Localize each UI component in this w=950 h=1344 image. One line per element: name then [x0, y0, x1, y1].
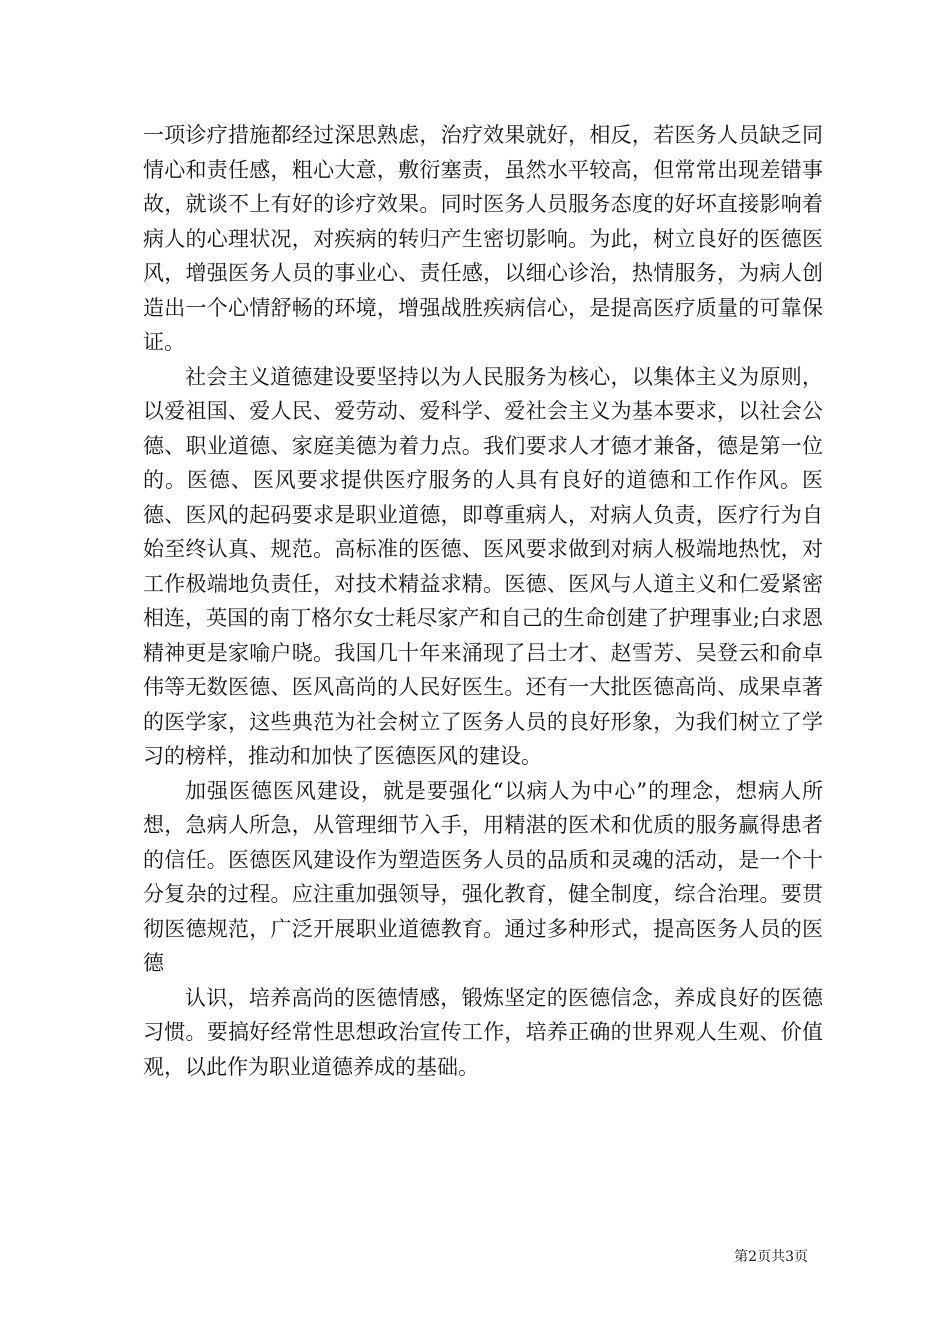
paragraph-3: 加强医德医风建设，就是要强化“以病人为中心”的理念，想病人所想，急病人所急，从管理细节入手，用精湛的医术和优质的服务赢得患者的信任。医德医风建设作为塑造医务人员的品质和灵魂的活动，是一个十分复杂的过程。应注重加强领导，强化教育，健全制度，综合治理。要贯彻医德规范，广泛开展职业道德教育。通过多种形式，提高医务人员的医德 — [143, 778, 823, 975]
paragraph-1: 一项诊疗措施都经过深思熟虑，治疗效果就好，相反，若医务人员缺乏同情心和责任感，粗心大意，敷衍塞责，虽然水平较高，但常常出现差错事故，就谈不上有好的诊疗效果。同时医务人员服务态度的好坏直接影响着病人的心理状况，对疾病的转归产生密切影响。为此，树立良好的医德医风，增强医务人员的事业心、责任感，以细心诊治，热情服务，为病人创造出一个心情舒畅的环境，增强战胜疾病信心，是提高医疗质量的可靠保证。 — [143, 123, 823, 354]
paragraph-4: 认识，培养高尚的医德情感，锻炼坚定的医德信念，养成良好的医德习惯。要搞好经常性思想政治宣传工作，培养正确的世界观人生观、价值观，以此作为职业道德养成的基础。 — [143, 985, 823, 1079]
paragraph-2: 社会主义道德建设要坚持以为人民服务为核心，以集体主义为原则，以爱祖国、爱人民、爱劳动、爱科学、爱社会主义为基本要求，以社会公德、职业道德、家庭美德为着力点。我们要求人才德才兼备，德是第一位的。医德、医风要求提供医疗服务的人具有良好的道德和工作作风。医德、医风的起码要求是职业道德，即尊重病人，对病人负责，医疗行为自始至终认真、规范。高标准的医德、医风要求做到对病人极端地热忱，对工作极端地负责任，对技术精益求精。医德、医风与人道主义和仁爱紧密相连，英国的南丁格尔女士耗尽家产和自己的生命创建了护理事业;白求恩精神更是家喻户晓。我国几十年来涌现了吕士才、赵雪芳、吴登云和俞卓伟等无数医德、医风高尚的人民好医生。还有一大批医德高尚、成果卓著的医学家，这些典范为社会树立了医务人员的良好形象，为我们树立了学习的榜样，推动和加快了医德医风的建设。 — [143, 364, 823, 768]
document-body — [143, 118, 823, 1084]
page-number-footer: 第2页共3页 — [734, 1249, 808, 1265]
